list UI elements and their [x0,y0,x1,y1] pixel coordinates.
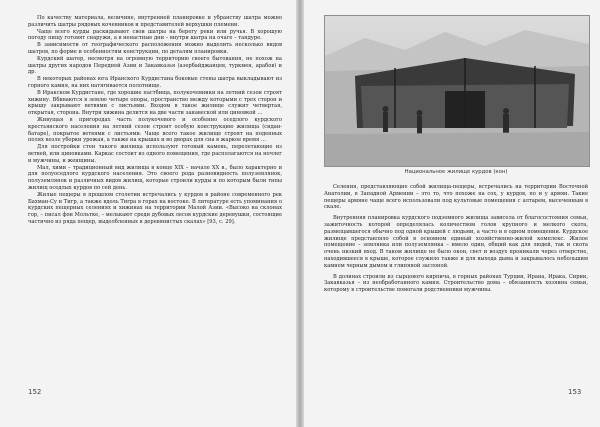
person-head [383,106,389,112]
right-paragraph: Селения, представляющие собой жилища-пещеры, встречались на территории Восточной Анатолии, в Западной Армении – это то, что похоже на сох, у курдов, по и у армян. Такие пещеры армяне чаще всего использовали под культовые помещения с алтарем, высеченным в скале. [324,184,588,211]
left-page-number: 152 [28,388,42,396]
person-figure [503,114,509,134]
foreground-shape [325,132,589,166]
left-paragraph: Живущая в пригородах часть полукочевого и особенно оседлого курдского крестьянского населения на летний сезон строит особую конструкцию жилища (сидан-батаре), покрытое ветвями с листьями. Чаще всего такое жилище строят на поденных полях возле уборки урожая, а также на крышах и во дворах для сна в жаркое время … [28,116,282,144]
right-page-number: 153 [568,388,582,396]
left-paragraph: В некоторых районах юга Иранского Курдистана боковые стены шатра выкладывают из горного камня, на них натягивается полотнище. [28,76,282,89]
left-paragraph: Жилые пещеры в прошлом столетии встречались у курдов в районе современного рек Бахман-Су и Тигр, а также вдоль Тигра в горах на востоке. В литературе есть упоминания о курдских пещерных селениях и хижинах на территории Малой Азии. «Высоко на склонах гор, – писал фон Мольтке, – мелькают среди дубовых лесов курдские деревушки, состоящие частично из ряда пещер, выдолбленных в деревянистых скалах» [93, с. 29]. [28,191,282,225]
left-paragraph: В Иракском Курдистане, где хорошие пастбища, полукочевники на летний сезон строят хижину. Вбиваются в землю четыре опоры, пространство между которыми с трех сторон и крышу закрывают ветвями с листьями. Входом в такое жилище служит четвертая, открытая, сторона. Внутри хижина делится на две части занавеской или циновкой … [28,89,282,117]
left-text-column [28,15,282,226]
left-paragraph: По качеству материала, величине, внутренней планировке и убранству шатра можно различить шатры рядовых кочевников и представителей верхушки племени. [28,15,282,28]
book-gutter [296,0,304,427]
right-paragraph: Внутренняя планировка курдского подземного жилища зависела от благосостояния семьи, зажиточность которой определялась количеством голов крупного и мелкого скота, размещавшегося обычно под одной крышей с людьми, а часто и в одном помещении. Курдское жилище представляло собой в основном единый хозяйственно-жилой комплекс. Жилое помещение – землянка или полуземлянка – имело один, общий как для людей, так и скота очень низкий вход. В таком жилище не было окон, свет и воздух проникали через отверстие, находившееся в крыше, которое служило также и для выхода дыма и закрывалось небольшим камнем черным дымом и глиняной заслоной. [324,215,588,269]
tent-illustration [325,16,589,166]
left-paragraph: Курдский шатер, несмотря на огромную территорию своего бытования, не похож на шатры других народов Передней Азии и Закавказья (азербайджанцев, туркмен, арабов) и др. [28,55,282,76]
right-paragraph: В долинах строили из сырцового кирпича, в горных районах Турции, Ирана, Ирака, Сирии, Закавказья – из необработанного камня. Строительство дома – обязанность хозяина семьи, которому в строительстве помогали родственники мужчины. [324,273,588,294]
person-figure [417,116,422,134]
left-paragraph: Чаще всего курды раскидывают свои шатры на берегу реки или ручья. В хорошую погоду пищу готовят снаружи, а в ненастные дни – внутри шатра на очаге – тандуре. [28,28,282,42]
kurdish-tent-photo [324,15,590,167]
left-paragraph: Для постройки стен такого жилища используют готовый камень, перелетающие из ветвей, или циновками. Каркас состоит из одного помещения, где располагаются на ночлег и мужчины, и женщины. [28,144,282,164]
person-head [503,108,509,114]
photo-caption: Национальное жилище курдов (кон) [404,169,508,175]
right-text-column [324,184,588,298]
left-paragraph: Мал, хими – традиционный вид жилища в конце XIX – начале XX в., было характерно и для полуоседлого курдского населения. Это своего рода разновидность полуземлянок, полуземлянок и различных видов жилищ, которые строили курды и по которым были типы жилищ оседлых курдов по сей день. [28,164,282,191]
person-figure [383,112,388,132]
person-head [417,110,423,116]
left-paragraph: В зависимости от географического расположения можно выделить несколько видов шатров, по форме и особенностям конструкции, по деталям планировки. [28,42,282,55]
